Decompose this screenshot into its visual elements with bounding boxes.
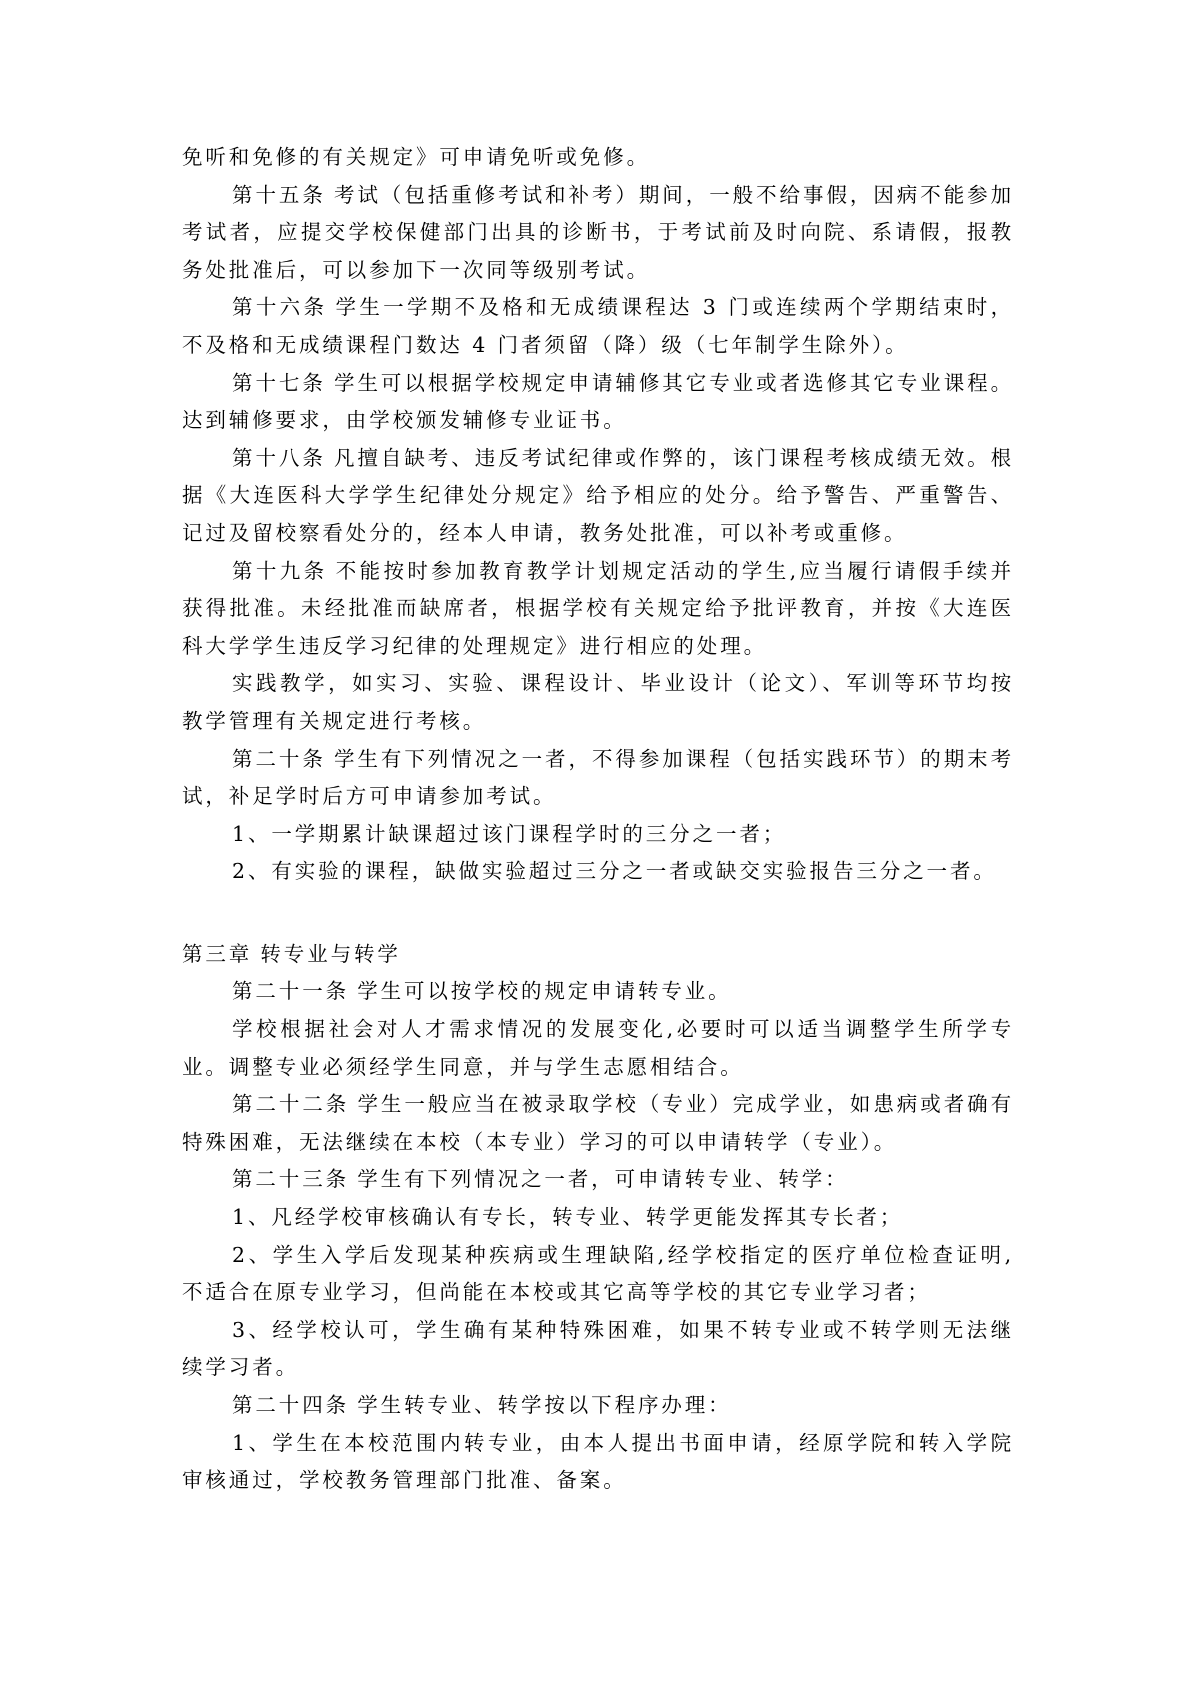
paragraph-text: 1、一学期累计缺课超过该门课程学时的三分之一者； [232, 821, 787, 846]
paragraph-text: 学生有下列情况之一者，不得参加课程（包括实践环节）的期末考试，补足学时后方可申请参加考试。 [182, 746, 1014, 809]
article-number: 第二十四条 [232, 1393, 349, 1417]
article-number: 第二十三条 [232, 1167, 349, 1192]
article-number: 第十六条 [232, 295, 328, 320]
paragraph-text: 不能按时参加教育教学计划规定活动的学生,应当履行请假手续并获得批准。未经批准而缺席者，根据学校有关规定给予批评教育，并按《大连医科大学学生违反学习纪律的处理规定》进行相应的处理。 [182, 558, 1014, 658]
paragraph-text: 学生一般应当在被录取学校（专业）完成学业，如患病或者确有特殊困难，无法继续在本校（本专业）学习的可以申请转学（专业）。 [182, 1092, 1015, 1154]
article-number: 第十八条 [232, 445, 326, 470]
article-number: 第十五条 [232, 182, 326, 207]
paragraph [182, 1425, 1014, 1500]
paragraph [182, 1086, 1014, 1161]
paragraph-text: 2、学生入学后发现某种疾病或生理缺陷,经学校指定的医疗单位检查证明,不适合在原专业学习，但尚能在本校或其它高等学校的其它专业学习者； [182, 1242, 1014, 1305]
paragraph [182, 440, 1014, 553]
paragraph [182, 816, 1014, 854]
article-number: 第十九条 [232, 558, 328, 583]
paragraph [182, 139, 1014, 177]
chapter-number: 第三章 [182, 941, 253, 966]
paragraph [182, 1161, 1014, 1199]
paragraph [182, 741, 1014, 816]
paragraph-text: 学校根据社会对人才需求情况的发展变化,必要时可以适当调整学生所学专业。调整专业必须经学生同意，并与学生志愿相结合。 [182, 1017, 1014, 1079]
paragraph-text: 2、有实验的课程，缺做实验超过三分之一者或缺交实验报告三分之一者。 [232, 859, 997, 884]
paragraph [182, 853, 1014, 891]
paragraph [182, 1199, 1014, 1237]
paragraph [182, 665, 1014, 740]
chapter-heading [182, 936, 1014, 974]
paragraph [182, 289, 1014, 364]
article-number: 第二十条 [232, 746, 326, 771]
article-number: 第十七条 [232, 370, 326, 395]
paragraph-text: 3、经学校认可，学生确有某种特殊困难，如果不转专业或不转学则无法继续学习者。 [182, 1317, 1014, 1380]
paragraph-text: 学生一学期不及格和无成绩课程达 3 门或连续两个学期结束时，不及格和无成绩课程门数达 4 门者须留（降）级（七年制学生除外）。 [182, 295, 1014, 357]
paragraph-text: 实践教学，如实习、实验、课程设计、毕业设计（论文）、军训等环节均按教学管理有关规定进行考核。 [182, 671, 1014, 733]
article-number: 第二十一条 [232, 979, 349, 1004]
paragraph-text: 1、学生在本校范围内转专业，由本人提出书面申请，经原学院和转入学院审核通过，学校教务管理部门批准、备案。 [182, 1430, 1014, 1493]
paragraph [182, 973, 1014, 1011]
paragraph [182, 1011, 1014, 1086]
paragraph-text: 学生转专业、转学按以下程序办理： [357, 1393, 732, 1417]
paragraph [182, 1312, 1014, 1387]
section-before-chapter [182, 139, 1014, 891]
section-gap [182, 891, 1014, 936]
article-number: 第二十二条 [232, 1092, 350, 1117]
paragraph-text: 学生可以根据学校规定申请辅修其它专业或者选修其它专业课程。达到辅修要求，由学校颁发辅修专业证书。 [182, 370, 1014, 433]
document-page [182, 139, 1014, 1500]
chapter-title: 转专业与转学 [260, 941, 401, 966]
paragraph-text: 学生有下列情况之一者，可申请转专业、转学： [357, 1167, 849, 1192]
paragraph-text: 1、凡经学校审核确认有专长，转专业、转学更能发挥其专长者； [232, 1205, 904, 1230]
paragraph [182, 553, 1014, 666]
paragraph-text: 凡擅自缺考、违反考试纪律或作弊的，该门课程考核成绩无效。根据《大连医科大学学生纪律处分规定》给予相应的处分。给予警告、严重警告、记过及留校察看处分的，经本人申请，教务处批准，可以补考或重修。 [182, 445, 1014, 545]
paragraph-text: 免听和免修的有关规定》可申请免听或免修。 [182, 145, 650, 169]
paragraph-text: 考试（包括重修考试和补考）期间，一般不给事假，因病不能参加考试者，应提交学校保健部门出具的诊断书，于考试前及时向院、系请假，报教务处批准后，可以参加下一次同等级别考试。 [182, 182, 1014, 282]
paragraph-text: 学生可以按学校的规定申请转专业。 [357, 979, 732, 1004]
section-chapter-body [182, 973, 1014, 1499]
paragraph [182, 177, 1014, 290]
paragraph [182, 1387, 1014, 1425]
paragraph [182, 365, 1014, 440]
paragraph [182, 1237, 1014, 1312]
